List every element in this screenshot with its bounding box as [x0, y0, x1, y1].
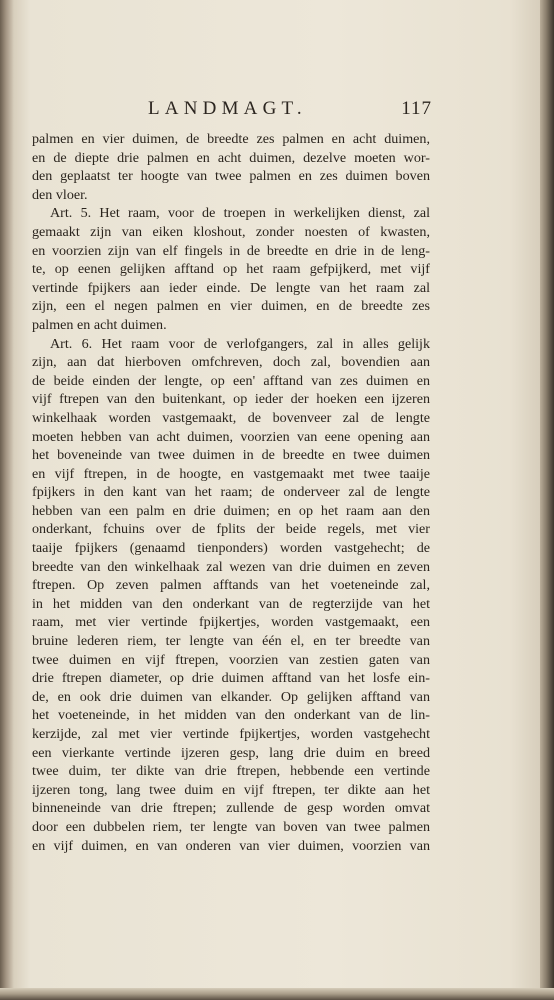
text-line: een vierkante vertinde ijzeren gesp, lang drie duim en breed	[32, 744, 430, 761]
text-line: onderkant, fchuins over de fplits der beide regels, met vier	[32, 521, 430, 538]
text-line: de, en ook drie duimen van elkander. Op gelijken afftand van	[32, 688, 430, 705]
page-number: 117	[401, 98, 432, 119]
text-line: en de diepte drie palmen en acht duimen, dezelve moeten wor-	[32, 149, 430, 166]
text-line: taaije fpijkers (genaamd tienponders) worden vastgehecht; de	[32, 540, 430, 557]
page-edge-shadow	[540, 0, 554, 1000]
text-line: Art. 6. Het raam voor de verlofgangers, zal in alles gelijk	[50, 335, 430, 352]
text-line: het boveneinde van twee duimen in de breedte en twee duimen	[32, 447, 430, 464]
text-line: en vijf duimen, en van onderen van vier duimen, voorzien van	[32, 837, 430, 854]
text-line: ftrepen. Op zeven palmen afftands van het voeteneinde zal,	[32, 577, 430, 594]
text-line: binneneinde van drie ftrepen; zullende de gesp worden omvat	[32, 800, 430, 817]
text-line: raam, met vier vertinde fpijkertjes, worden vastgemaakt, een	[32, 614, 430, 631]
text-line: de beide einden der lengte, op een' afftand van zes duimen en	[32, 372, 430, 389]
text-line: drie ftrepen diameter, op drie duimen afftand van het losfe ein-	[32, 670, 430, 687]
text-line: vijf ftrepen van den buitenkant, op ieder der hoeken een ijzeren	[32, 391, 430, 408]
text-line: zijn, aan dat hierboven omfchreven, doch zal, bovendien aan	[32, 354, 430, 371]
text-line: twee duimen en vijf ftrepen, voorzien van zestien gaten van	[32, 651, 430, 668]
text-line: gemaakt zijn van eiken kloshout, zonder noesten of kwasten,	[32, 223, 430, 240]
text-line: den vloer.	[32, 186, 88, 203]
text-line: hebben van een palm en drie duimen; en op het raam aan den	[32, 502, 430, 519]
text-line: zijn, een el negen palmen en vier duimen, en de breedte zes	[32, 298, 430, 315]
text-line: en voorzien zijn van elf fingels in de breedte en drie in de leng-	[32, 242, 430, 259]
text-line: ijzeren tong, lang twee duim en vijf ftrepen, ter dikte aan het	[32, 781, 430, 798]
text-line: te, op eenen gelijken afftand op het raam gefpijkerd, met vijf	[32, 261, 430, 278]
text-line: in het midden van den onderkant van de regterzijde van het	[32, 595, 430, 612]
text-line: en vijf ftrepen, in de hoogte, en vastgemaakt met twee taaije	[32, 465, 430, 482]
text-line: breedte van den winkelhaak zal wezen van drie duimen en zeven	[32, 558, 430, 575]
text-line: moeten hebben van acht duimen, voorzien van eene opening aan	[32, 428, 430, 445]
text-line: bruine lederen riem, ter lengte van één el, en ter breedte van	[32, 633, 430, 650]
text-line: palmen en acht duimen.	[32, 316, 167, 333]
text-line: winkelhaak worden vastgemaakt, de bovenveer zal de lengte	[32, 409, 430, 426]
text-line: kerzijde, zal met vier vertinde fpijkertjes, worden vastgehecht	[32, 726, 430, 742]
bottom-edge-shadow	[0, 988, 554, 1000]
running-head: LANDMAGT.	[148, 98, 307, 119]
text-line: Art. 5. Het raam, voor de troepen in werkelijken dienst, zal	[50, 205, 430, 222]
text-line: door een dubbelen riem, ter lengte van boven van twee palmen	[32, 818, 430, 835]
text-line: fpijkers in den kant van het raam; de onderveer zal de lengte	[32, 484, 430, 501]
text-line: het voeteneinde, in het midden van den onderkant van de lin-	[32, 707, 430, 724]
body-text	[32, 130, 430, 855]
text-line: palmen en vier duimen, de breedte zes palmen en acht duimen,	[32, 131, 430, 147]
text-line: twee duim, ter dikte van drie ftrepen, hebbende een vertinde	[32, 763, 430, 780]
text-line: vertinde fpijkers aan ieder einde. De lengte van het raam zal	[32, 279, 430, 296]
page-header	[148, 96, 432, 126]
text-line: den geplaatst ter hoogte van twee palmen en zes duimen boven	[32, 168, 430, 185]
